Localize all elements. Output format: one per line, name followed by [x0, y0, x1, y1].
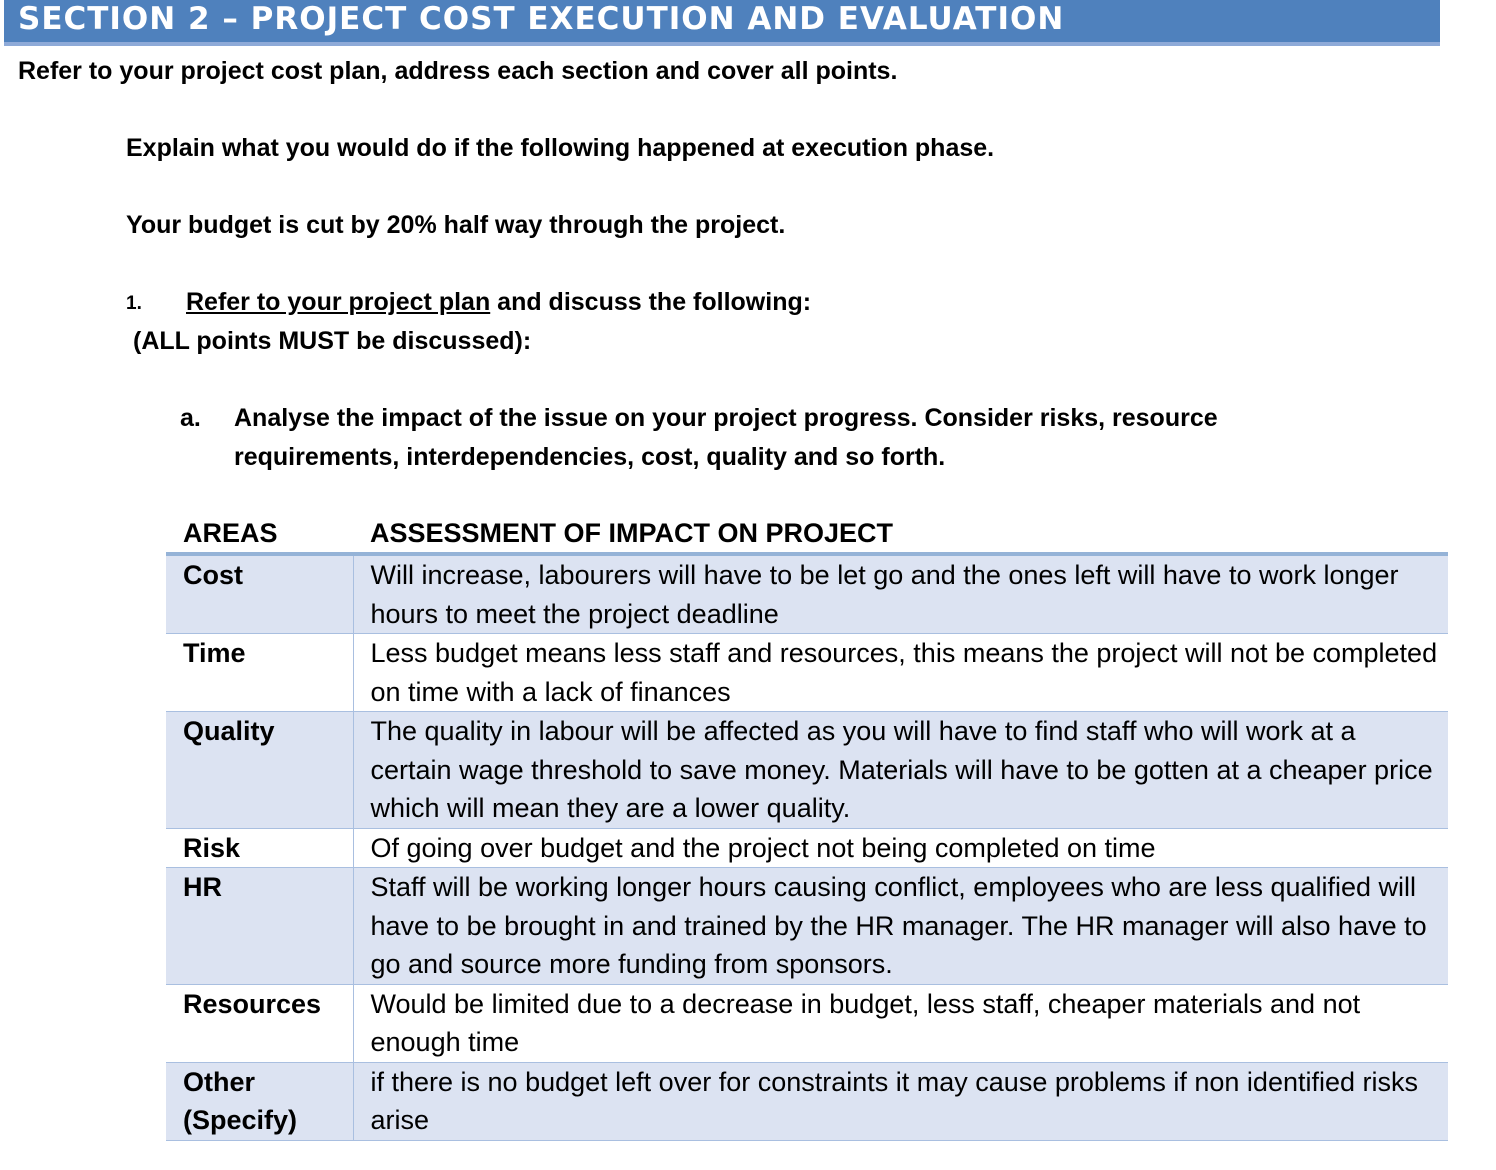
area-cell: Other (Specify) — [166, 1062, 353, 1140]
table-row-risk — [166, 828, 1448, 868]
area-cell: Risk — [166, 828, 353, 868]
question-1-rest: and discuss the following: — [490, 288, 812, 316]
table-header-row — [166, 514, 1448, 554]
area-cell: Resources — [166, 984, 353, 1062]
assessment-cell: Less budget means less staff and resources, this means the project will not be completed on time with a lack of finances — [353, 634, 1448, 712]
section-title: SECTION 2 – PROJECT COST EXECUTION AND EVALUATION — [18, 1, 1065, 37]
project-plan-link: Refer to your project plan — [186, 288, 491, 316]
assessment-header: ASSESSMENT OF IMPACT ON PROJECT — [353, 514, 1448, 554]
areas-header: AREAS — [166, 514, 353, 554]
table-row-quality — [166, 712, 1448, 829]
table-row-hr — [166, 868, 1448, 985]
table-row-resources — [166, 984, 1448, 1062]
area-cell: Time — [166, 634, 353, 712]
assessment-cell: Of going over budget and the project not being completed on time — [353, 828, 1448, 868]
assessment-cell: Will increase, labourers will have to be let go and the ones left will have to work longer hours to meet the project deadline — [353, 554, 1448, 634]
scenario-text: Your budget is cut by 20% half way through the project. — [126, 211, 786, 239]
area-cell: HR — [166, 868, 353, 985]
impact-assessment-table — [166, 514, 1448, 1141]
area-cell: Cost — [166, 554, 353, 634]
part-a-line-1: Analyse the impact of the issue on your project progress. Consider risks, resource — [234, 404, 1218, 432]
assessment-cell: The quality in labour will be affected as you will have to find staff who will work at a certain wage threshold to save money. Materials will have to be gotten at a cheaper price which will mean they are a lower quality. — [353, 712, 1448, 829]
intro-text: Refer to your project cost plan, address each section and cover all points. — [18, 57, 898, 85]
assessment-cell: Staff will be working longer hours causing conflict, employees who are less qualified will have to be brought in and trained by the HR manager. The HR manager will also have to go and source more funding from sponsors. — [353, 868, 1448, 985]
part-a-letter: a. — [180, 404, 201, 432]
assessment-cell: if there is no budget left over for constraints it may cause problems if non identified risks arise — [353, 1062, 1448, 1140]
question-number: 1. — [126, 293, 142, 314]
explain-text: Explain what you would do if the following happened at execution phase. — [126, 134, 995, 162]
table-row-cost — [166, 554, 1448, 634]
question-1-note: (ALL points MUST be discussed): — [133, 327, 532, 355]
part-a-line-2: requirements, interdependencies, cost, quality and so forth. — [234, 443, 946, 471]
table-row-time — [166, 634, 1448, 712]
area-cell: Quality — [166, 712, 353, 829]
section-header — [4, 0, 1440, 46]
table-row-other — [166, 1062, 1448, 1140]
assessment-cell: Would be limited due to a decrease in budget, less staff, cheaper materials and not enough time — [353, 984, 1448, 1062]
question-1-text — [186, 283, 811, 322]
